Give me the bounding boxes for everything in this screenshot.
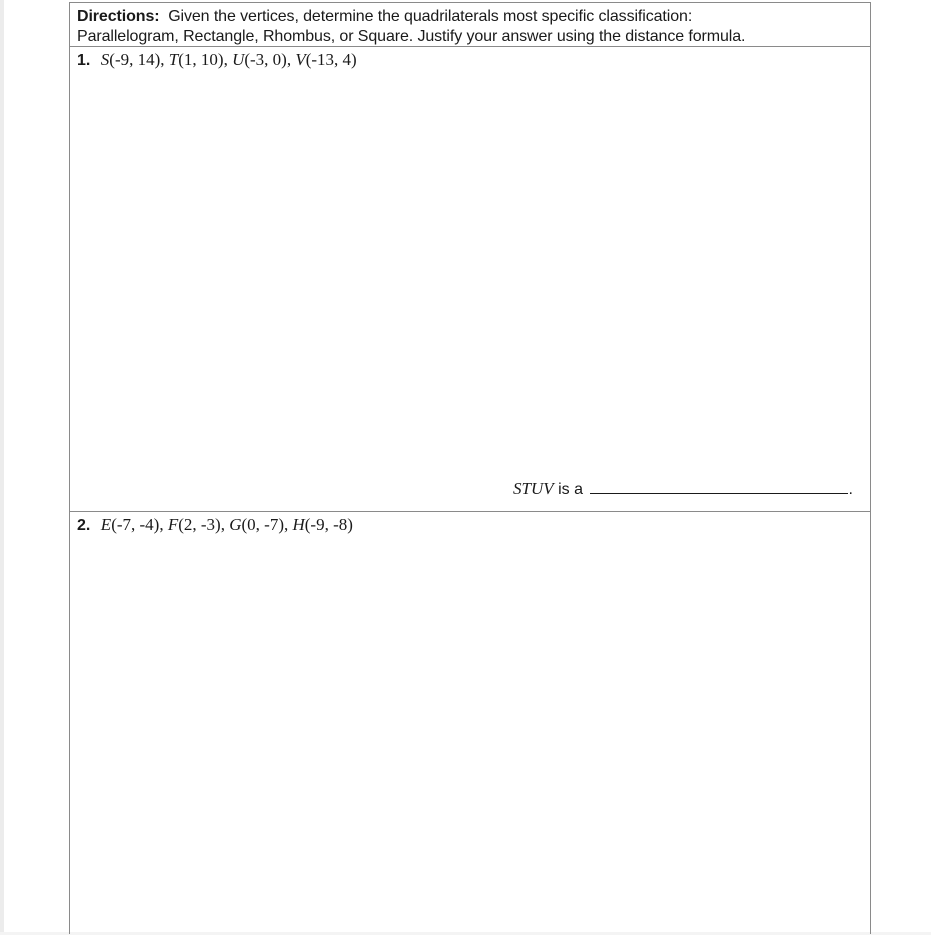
problem-1-section — [70, 47, 870, 512]
problem-2-number: 2. — [77, 517, 91, 534]
vertex-u-coords: (-3, 0) — [244, 50, 287, 69]
worksheet-table — [69, 2, 871, 934]
page-edge-shadow — [0, 0, 4, 932]
problem-2-section — [70, 512, 870, 935]
directions-label: Directions: — [77, 8, 160, 25]
answer-prompt: is a — [558, 481, 583, 498]
answer-period: . — [848, 481, 853, 498]
vertex-e-coords: (-7, -4) — [111, 515, 160, 534]
directions-box — [70, 3, 870, 47]
vertex-t-coords: (1, 10) — [178, 50, 224, 69]
vertex-v-coords: (-13, 4) — [305, 50, 357, 69]
problem-1-vertices: S(-9, 14), T(1, 10), U(-3, 0), V(-13, 4) — [100, 50, 357, 69]
vertex-f-coords: (2, -3) — [178, 515, 221, 534]
vertex-s-name: S — [100, 50, 110, 69]
directions-line-2: Parallelogram, Rectangle, Rhombus, or Square. Justify your answer using the distance formula. — [77, 28, 746, 45]
vertex-u-name: U — [232, 50, 245, 69]
vertex-g-name: G — [229, 515, 242, 534]
vertex-v-name: V — [295, 50, 306, 69]
vertex-t-name: T — [168, 50, 179, 69]
vertex-g-coords: (0, -7) — [241, 515, 284, 534]
answer-quad-name: STUV — [513, 479, 554, 498]
vertex-h-coords: (-9, -8) — [304, 515, 353, 534]
problem-2-vertices: E(-7, -4), F(2, -3), G(0, -7), H(-9, -8) — [100, 515, 353, 534]
vertex-s-coords: (-9, 14) — [109, 50, 161, 69]
problem-1-answer-line — [513, 479, 853, 500]
vertex-e-name: E — [100, 515, 112, 534]
problem-1-number: 1. — [77, 52, 91, 69]
vertex-f-name: F — [167, 515, 179, 534]
vertex-h-name: H — [292, 515, 305, 534]
answer-blank[interactable] — [590, 479, 848, 494]
directions-line-1: Given the vertices, determine the quadrilaterals most specific classification: — [168, 8, 693, 25]
